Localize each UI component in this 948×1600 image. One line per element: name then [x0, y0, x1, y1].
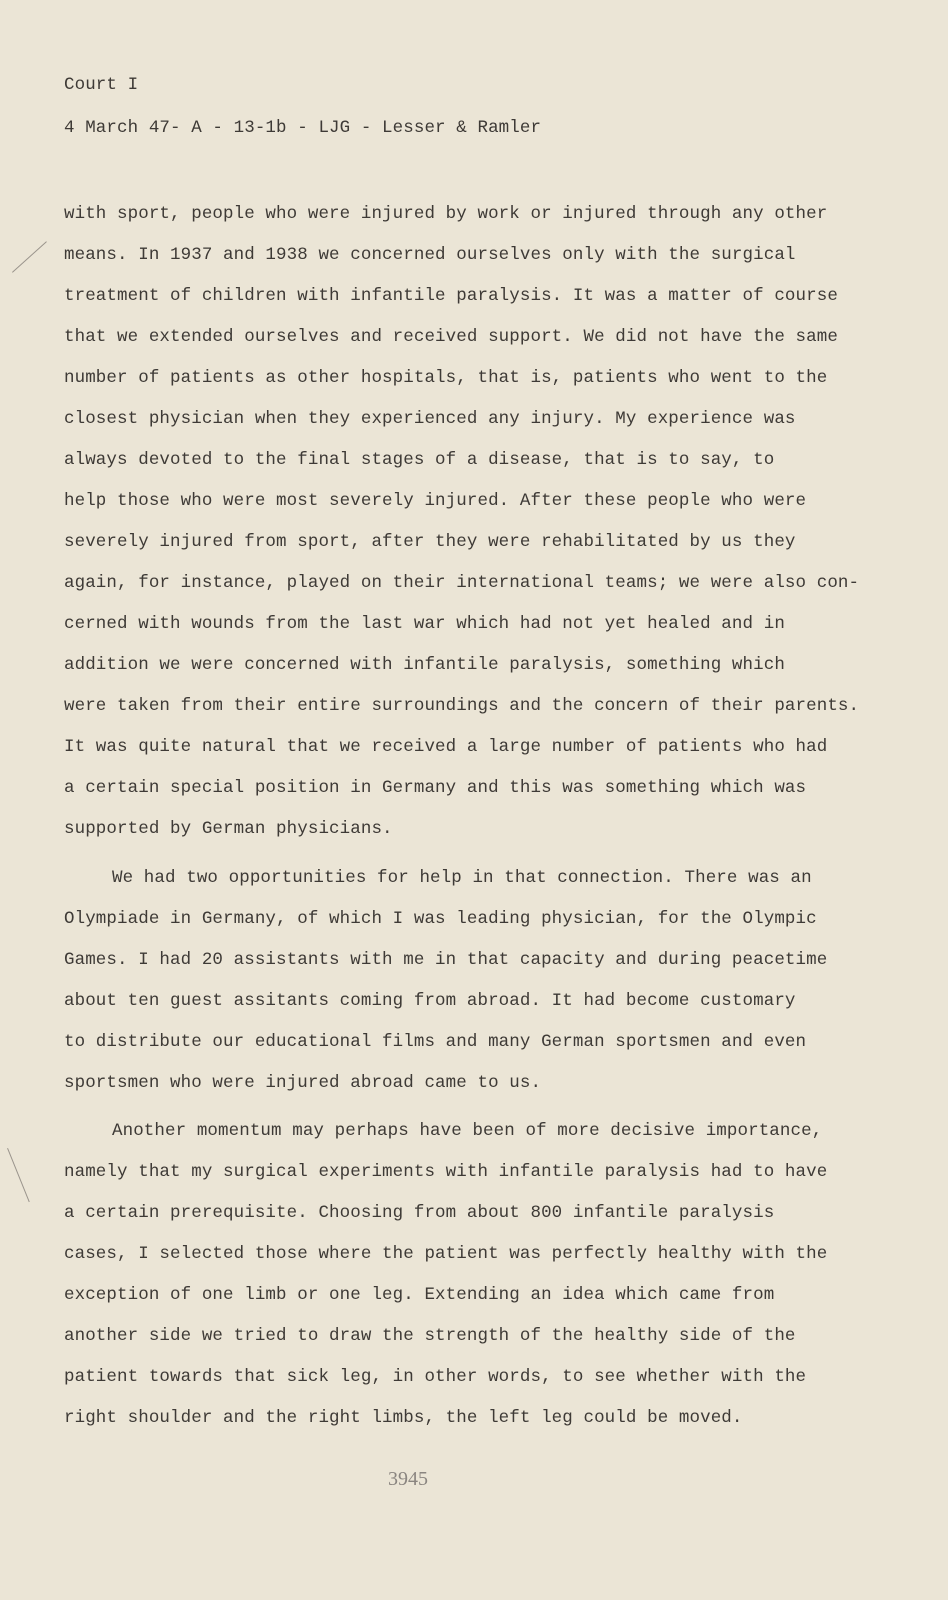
body-line: to distribute our educational films and many German sportsmen and even	[64, 1032, 807, 1052]
body-line: addition we were concerned with infantile paralysis, something which	[64, 655, 785, 675]
body-line: number of patients as other hospitals, that is, patients who went to the	[64, 368, 828, 388]
page-number: 3945	[388, 1468, 428, 1490]
court-label: Court I	[64, 75, 139, 95]
body-line: sportsmen who were injured abroad came to us.	[64, 1073, 542, 1093]
body-line: means. In 1937 and 1938 we concerned ourselves only with the surgical	[64, 245, 796, 265]
body-line: Another momentum may perhaps have been of more decisive importance,	[112, 1121, 823, 1141]
body-line: about ten guest assitants coming from abroad. It had become customary	[64, 991, 796, 1011]
body-line: namely that my surgical experiments with infantile paralysis had to have	[64, 1162, 828, 1182]
body-line: patient towards that sick leg, in other words, to see whether with the	[64, 1367, 807, 1387]
body-line: a certain special position in Germany and this was something which was	[64, 778, 807, 798]
margin-pencil-mark	[12, 241, 47, 273]
body-line: with sport, people who were injured by work or injured through any other	[64, 204, 828, 224]
body-line: that we extended ourselves and received support. We did not have the same	[64, 327, 838, 347]
body-line: a certain prerequisite. Choosing from about 800 infantile paralysis	[64, 1203, 775, 1223]
body-line: cases, I selected those where the patient was perfectly healthy with the	[64, 1244, 828, 1264]
body-line: another side we tried to draw the strength of the healthy side of the	[64, 1326, 796, 1346]
body-line: It was quite natural that we received a large number of patients who had	[64, 737, 828, 757]
body-line: always devoted to the final stages of a disease, that is to say, to	[64, 450, 775, 470]
body-line: help those who were most severely injured. After these people who were	[64, 491, 807, 511]
body-line: closest physician when they experienced any injury. My experience was	[64, 409, 796, 429]
body-line: right shoulder and the right limbs, the left leg could be moved.	[64, 1408, 743, 1428]
body-line: again, for instance, played on their international teams; we were also con-	[64, 573, 860, 593]
body-line: cerned with wounds from the last war which had not yet healed and in	[64, 614, 785, 634]
body-line: were taken from their entire surroundings and the concern of their parents.	[64, 696, 860, 716]
session-line: 4 March 47- A - 13-1b - LJG - Lesser & Ramler	[64, 118, 542, 138]
body-line: Olympiade in Germany, of which I was leading physician, for the Olympic	[64, 909, 817, 929]
body-line: Games. I had 20 assistants with me in that capacity and during peacetime	[64, 950, 828, 970]
body-line: We had two opportunities for help in that connection. There was an	[112, 868, 812, 888]
body-line: treatment of children with infantile paralysis. It was a matter of course	[64, 286, 838, 306]
body-line: severely injured from sport, after they were rehabilitated by us they	[64, 532, 796, 552]
margin-pencil-mark	[7, 1148, 30, 1202]
body-line: supported by German physicians.	[64, 819, 393, 839]
body-line: exception of one limb or one leg. Extending an idea which came from	[64, 1285, 775, 1305]
